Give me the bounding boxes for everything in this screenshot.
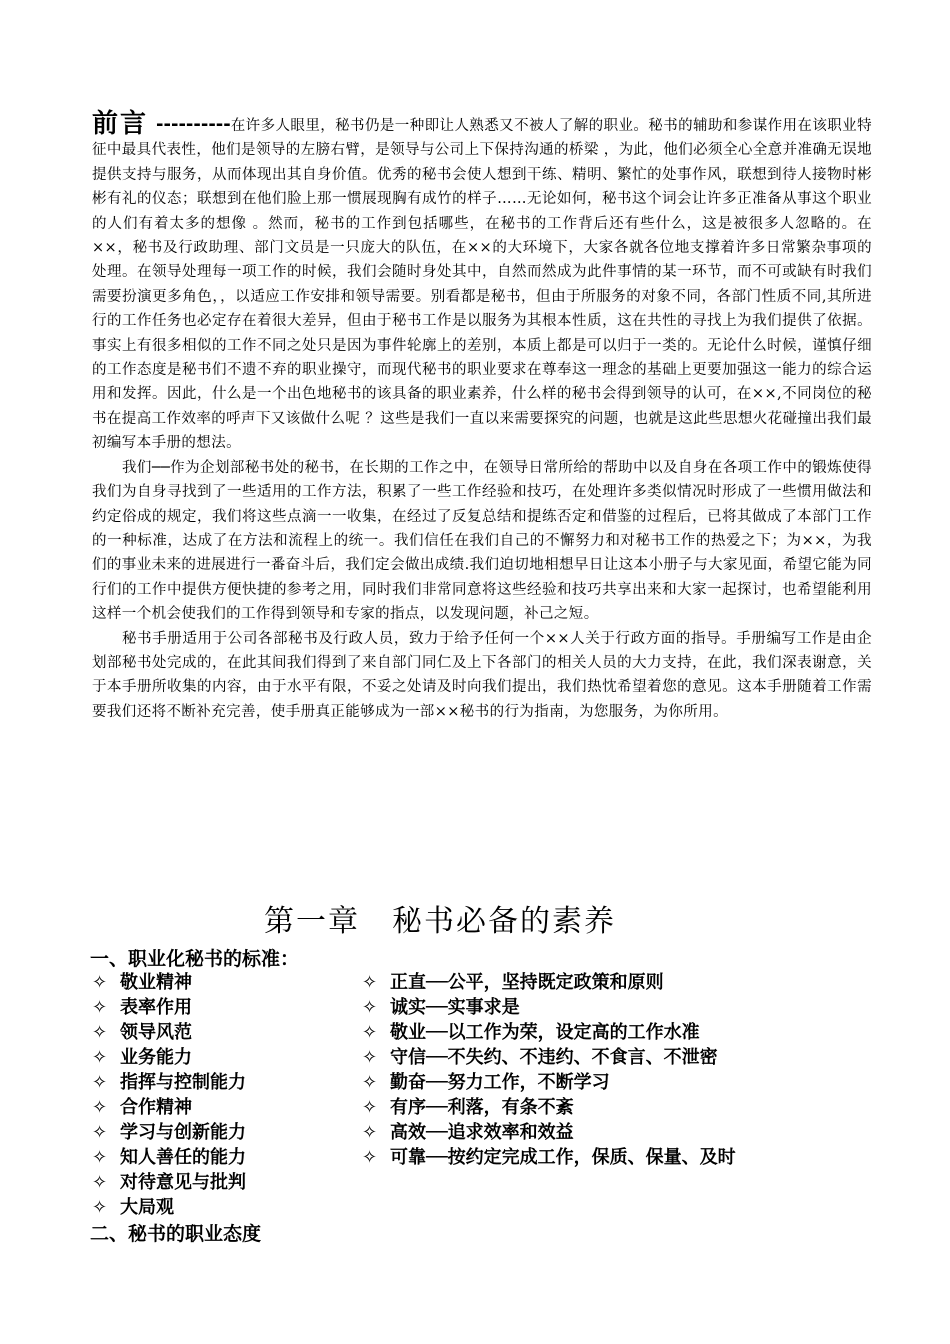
preface-paragraph-1-text: 在许多人眼里，秘书仍是一种即让人熟悉又不被人了解的职业。秘书的辅助和参谋作用在该职业特征中最具代表性，他们是领导的左膀右臂，是领导与公司上下保持沟通的桥梁 ，为此，他们必须全心全意并准确无误地提供支持与服务，从而体现出其自身价值。优秀的秘书会使人想到干练、精明、繁忙的处事作风，联想到待人接物时彬彬有礼的仪态；联想到在他们脸上那一惯展现胸有成竹的样子……无论如何，秘书这个词会让许多正准备从事这个职业的人们有着太多的想像 。然而，秘书的工作到包括哪些，在秘书的工作背后还有些什么，这是被很多人忽略的。在××，秘书及行政助理、部门文员是一只庞大的队伍，在××的大环境下，大家各就各位地支撑着许多日常繁杂事项的处理。在领导处理每一项工作的时候，我们会随时身处其中，自然而然成为此件事情的某一环节，而不可或缺有时我们需要扮演更多角色，，以适应工作安排和领导需要。别看都是秘书，但由于所服务的对象不同，各部门性质不同,其所进行的工作任务也必定存在着很大差异，但由于秘书工作是以服务为其根本性质，这在共性的寻找上为我们提供了依据。事实上有很多相似的工作不同之处只是因为事件轮廓上的差别，本质上都是可以归于一类的。无论什么时候，谨慎仔细的工作态度是秘书们不遗不弃的职业操守，而现代秘书的职业要求在尊奉这一理念的基础上更要加强这一能力的综合运用和发挥。因此，什么是一个出色地秘书的该具备的职业素养，什么样的秘书会得到领导的认可，在××,不同岗位的秘书在提高工作效率的呼声下又该做什么呢 ？这些是我们一直以来需要探究的问题，也就是这此些思想火花碰撞出我们最初编写本手册的想法。 (92, 118, 872, 452)
preface-paragraph-2: 我们──作为企划部秘书处的秘书，在长期的工作之中，在领导日常所给的帮助中以及自身在各项工作中的锻炼使得我们为自身寻找到了一些适用的工作方法，积累了一些工作经验和技巧，在处理许多类似情况时形成了一些惯用做法和约定俗成的规定，我们将这些点滴一一收集，在经过了反复总结和提练否定和借鉴的过程后，已将其做成了本部门工作的一种标准，达成了在方法和流程上的统一。我们信任在我们自己的不懈努力和对秘书工作的热爱之下；为××，为我们的事业未来的进展进行一番奋斗后，我们定会做出成绩.我们迫切地相想早日让这本小册子与大家见面，希望它能为同行们的工作中提供方便快捷的参考之用，同时我们非常同意将这些经验和技巧共享出来和大家一起探讨，也希望能利用这样一个机会使我们的工作得到领导和专家的指点，以发现问题，补己之短。 (92, 459, 872, 623)
section-heading-standards: 一、职业化秘书的标准： (90, 948, 300, 970)
bullet-icon: ✧ (362, 1072, 378, 1093)
list-item: ✧ 勤奋──努力工作，不断学习 (362, 1072, 610, 1093)
bullet-icon: ✧ (92, 1097, 108, 1118)
preface (92, 109, 872, 724)
list-item: ✧ 学习与创新能力 (92, 1122, 246, 1143)
list-item: ✧ 指挥与控制能力 (92, 1072, 246, 1093)
list-item: ✧ 诚实──实事求是 (362, 997, 520, 1018)
bullet-icon: ✧ (92, 1022, 108, 1043)
chapter-title: 第一章 秘书必备的素养 (264, 904, 616, 939)
preface-title-dashes: ---------- (156, 114, 231, 135)
list-item: ✧ 业务能力 (92, 1047, 192, 1068)
list-item: ✧ 表率作用 (92, 997, 192, 1018)
bullet-icon: ✧ (362, 1022, 378, 1043)
bullet-icon: ✧ (362, 997, 378, 1018)
bullet-icon: ✧ (92, 1147, 108, 1168)
list-item: ✧ 对待意见与批判 (92, 1172, 246, 1193)
list-item: ✧ 敬业──以工作为荣，设定高的工作水准 (362, 1022, 700, 1043)
bullet-icon: ✧ (92, 1072, 108, 1093)
bullet-icon: ✧ (362, 1122, 378, 1143)
list-item: ✧ 可靠──按约定完成工作，保质、保量、及时 (362, 1147, 736, 1168)
list-item: ✧ 高效──追求效率和效益 (362, 1122, 574, 1143)
bullet-icon: ✧ (362, 972, 378, 993)
bullet-icon: ✧ (362, 1047, 378, 1068)
bullet-icon: ✧ (92, 1122, 108, 1143)
bullet-icon: ✧ (92, 972, 108, 993)
bullet-icon: ✧ (362, 1147, 378, 1168)
preface-paragraph-3: 秘书手册适用于公司各部秘书及行政人员，致力于给予任何一个××人关于行政方面的指导。手册编写工作是由企划部秘书处完成的，在此其间我们得到了来自部门同仁及上下各部门的相关人员的大力支持，在此，我们深表谢意，关于本手册所收集的内容，由于水平有限，不妥之处请及时向我们提出，我们热忱希望着您的意见。这本手册随着工作需要我们还将不断补充完善，使手册真正能够成为一部××秘书的行为指南，为您服务，为你所用。 (92, 630, 872, 720)
standards-list (92, 970, 246, 1220)
list-item: ✧ 合作精神 (92, 1097, 192, 1118)
section-heading-attitude: 二、秘书的职业态度 (90, 1223, 262, 1245)
list-item: ✧ 敬业精神 (92, 972, 192, 993)
bullet-icon: ✧ (92, 1047, 108, 1068)
list-item: ✧ 守信──不失约、不违约、不食言、不泄密 (362, 1047, 718, 1068)
bullet-icon: ✧ (92, 997, 108, 1018)
list-item: ✧ 领导风范 (92, 1022, 192, 1043)
list-item: ✧ 知人善任的能力 (92, 1147, 246, 1168)
list-item: ✧ 大局观 (92, 1197, 174, 1218)
list-item: ✧ 有序──利落，有条不紊 (362, 1097, 574, 1118)
list-item: ✧ 正直──公平，坚持既定政策和原则 (362, 972, 664, 993)
bullet-icon: ✧ (362, 1097, 378, 1118)
preface-paragraph-1 (92, 109, 872, 456)
preface-title: 前言 (92, 109, 149, 139)
bullet-icon: ✧ (92, 1197, 108, 1218)
bullet-icon: ✧ (92, 1172, 108, 1193)
values-list (362, 970, 736, 1170)
